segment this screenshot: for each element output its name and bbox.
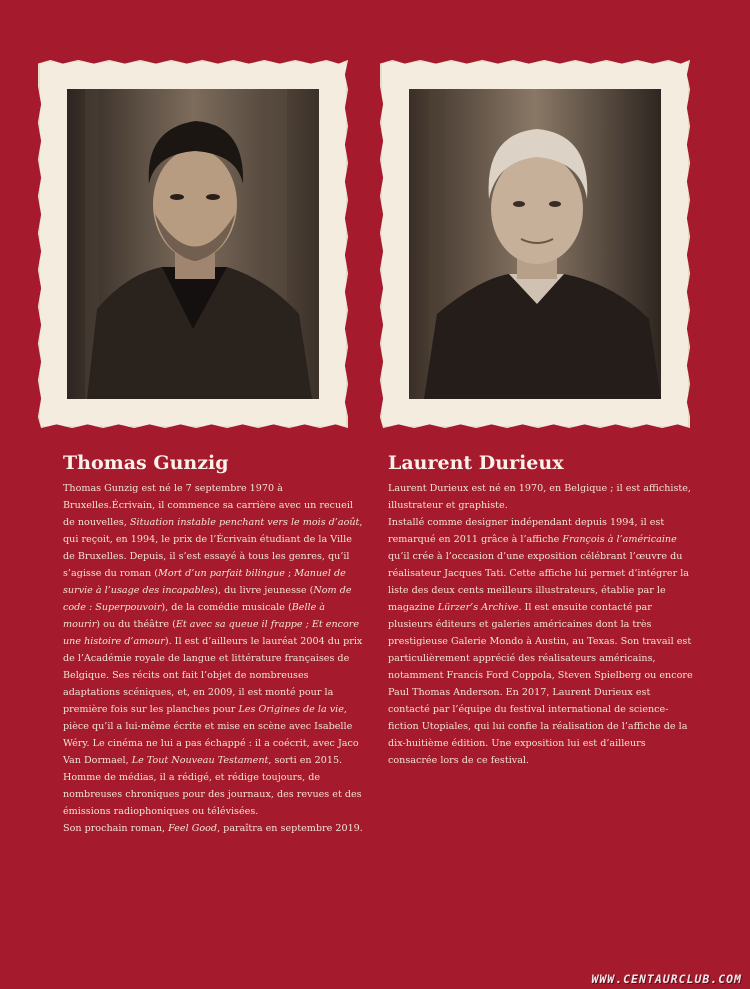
bio-text-run: Feel Good [168,823,218,834]
bio-text-run: , sorti en 2015. Homme de médias, il a rédigé, et rédige toujours, de nombreuses chroniques pour des journaux, des revues et des émissions radiophoniques ou télévisées. [63,755,362,817]
bio-text-run: qu’il crée à l’occasion d’une exposition célébrant l’œuvre du réalisateur Jacques Tati. Cette affiche lui permet d’intégrer la liste des deux cents meilleurs illustrateurs, établie par le magazine [388,551,690,613]
bio-text-run: Manuel de survie à l’usage des incapables [63,568,346,596]
bio-text-run: Les Origines de la vie [238,704,344,715]
bio-text-run: Situation instable penchant vers le mois d’août [129,517,360,528]
author-bio [63,480,363,837]
portrait-photo-laurent-durieux [409,89,661,399]
bio-text-run: , paraîtra en septembre 2019. [217,823,363,834]
bio-text-run: ), du livre jeunesse ( [214,585,314,596]
portrait-photo-thomas-gunzig [67,89,319,399]
bio-column-thomas-gunzig [63,450,363,837]
bio-text-run: Son prochain roman, [63,823,169,834]
bio-text-run: ) ou du théâtre ( [96,619,176,630]
bio-text-run: Belle à mourir [63,602,326,630]
bio-text-run: Thomas Gunzig est né le 7 septembre 1970 à Bruxelles. [63,483,283,511]
bio-text-run: Mort d’un parfait bilingue [158,568,285,579]
bio-text-run: Lürzer’s Archive [437,602,519,613]
author-name: Thomas Gunzig [63,452,229,474]
bio-text-run: , qui reçoit, en 1994, le prix de l’Écrivain étudiant de la Ville de Bruxelles. Depuis, il s’est essayé à tous les genres, qu’il s’agisse du roman ( [63,517,363,579]
portrait-frame-thomas-gunzig [38,60,348,428]
site-watermark: WWW.CENTAURCLUB.COM [591,972,742,986]
bio-text-run: , pièce qu’il a lui-même écrite et mise en scène avec Isabelle Wéry. Le cinéma ne lui a pas échappé : il a coécrit, avec Jaco Van Dormael, [63,704,359,766]
bio-text-run: ; [284,568,295,579]
bio-text-run: Et avec sa queue il frappe ; Et encore une histoire d’amour [63,619,360,647]
bio-text-run: Écrivain, il commence sa carrière avec un recueil de nouvelles, [63,500,353,528]
bio-text-run: Laurent Durieux est né en 1970, en Belgique ; il est affichiste, illustrateur et graphiste. [388,483,691,511]
bio-text-run: . Il est ensuite contacté par plusieurs éditeurs et galeries américaines dont la très prestigieuse Galerie Mondo à Austin, au Texas. Son travail est particulièrement apprécié des réalisateurs américains, notamment Francis Ford Coppola, Steven Spielberg ou encore Paul Thomas Anderson. En 2017, Laurent Durieux est contacté par l’équipe du festival international de science-fiction Utopiales, qui lui confie la réalisation de l’affiche de la dix-huitième édition. Une exposition lui est d’ailleurs consacrée lors de ce festival. [388,602,693,766]
illustrator-bio [388,480,693,769]
bio-text-run: Nom de code : Superpouvoir [63,585,352,613]
illustrator-name: Laurent Durieux [388,452,564,474]
bio-text-run: Installé comme designer indépendant depuis 1994, il est remarqué en 2011 grâce à l’affiche [388,517,665,545]
bio-text-run: Le Tout Nouveau Testament [131,755,269,766]
portrait-frame-laurent-durieux [380,60,690,428]
bio-text-run: ). Il est d’ailleurs le lauréat 2004 du prix de l’Académie royale de langue et littérature françaises de Belgique. Ses récits ont fait l’objet de nombreuses adaptations scéniques, et, en 2009, il est monté pour la première fois sur les planches pour [63,636,363,715]
bio-text-run: ), de la comédie musicale ( [161,602,292,613]
bio-text-run: François à l’américaine [562,534,677,545]
bio-column-laurent-durieux [388,450,693,769]
